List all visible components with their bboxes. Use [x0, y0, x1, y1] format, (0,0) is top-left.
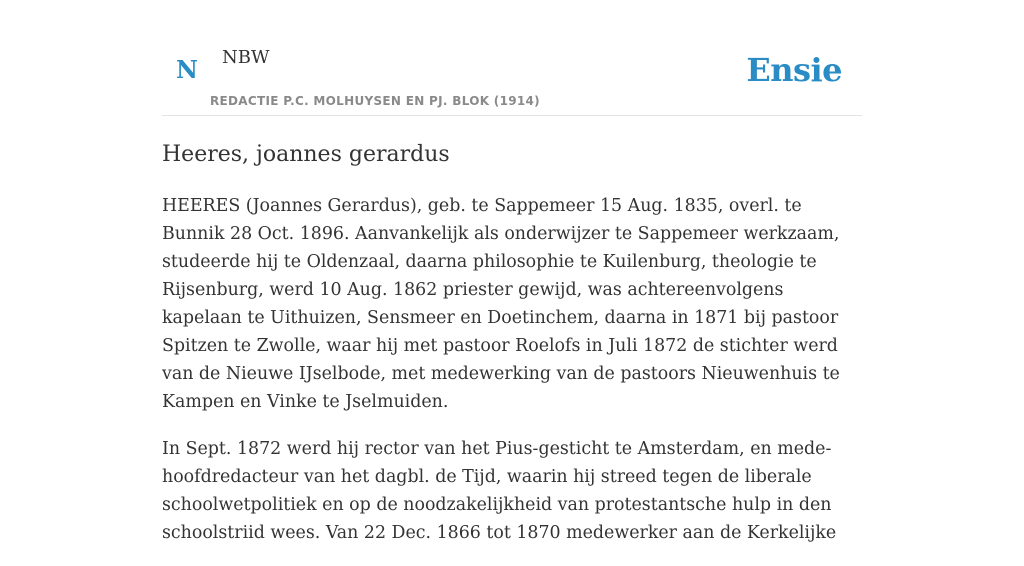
brand-logo[interactable]: Ensie — [746, 51, 842, 89]
article-paragraph: HEERES (Joannes Gerardus), geb. te Sappemeer 15 Aug. 1835, overl. te Bunnik 28 Oct. 1896. Aanvankelijk als onderwijzer te Sappemeer werkzaam, studeerde hij te Oldenzaal, daarna philosophie te Kuilenburg, theologie te Rijsenburg, werd 10 Aug. 1862 priester gewijd, was achtereenvolgens kapelaan te Uithuizen, Sensmeer en Doetinchem, daarna in 1871 bij pastoor Spitzen te Zwolle, waar hij met pastoor Roelofs in Juli 1872 de stichter werd van de Nieuwe IJselbode, met medewerking van de pastoors Nieuwenhuis te Kampen en Vinke te Jselmuiden. — [162, 196, 840, 412]
header — [162, 40, 862, 116]
source-logo[interactable]: N — [176, 55, 198, 84]
article-body — [162, 192, 862, 566]
article-title: Heeres, joannes gerardus — [162, 142, 450, 167]
source-subtitle: REDACTIE P.C. MOLHUYSEN EN PJ. BLOK (1914) — [210, 94, 540, 108]
article-paragraph: In Sept. 1872 werd hij rector van het Pius-gesticht te Amsterdam, en mede-hoofdredacteur van het dagbl. de Tijd, waarin hij streed tegen de liberale schoolwetpolitiek en op de noodzakelijkheid van protestantsche hulp in den schoolstriid wees. Van 22 Dec. 1866 tot 1870 medewerker aan de Kerkelijke — [162, 439, 837, 543]
source-title[interactable]: NBW — [222, 47, 270, 68]
